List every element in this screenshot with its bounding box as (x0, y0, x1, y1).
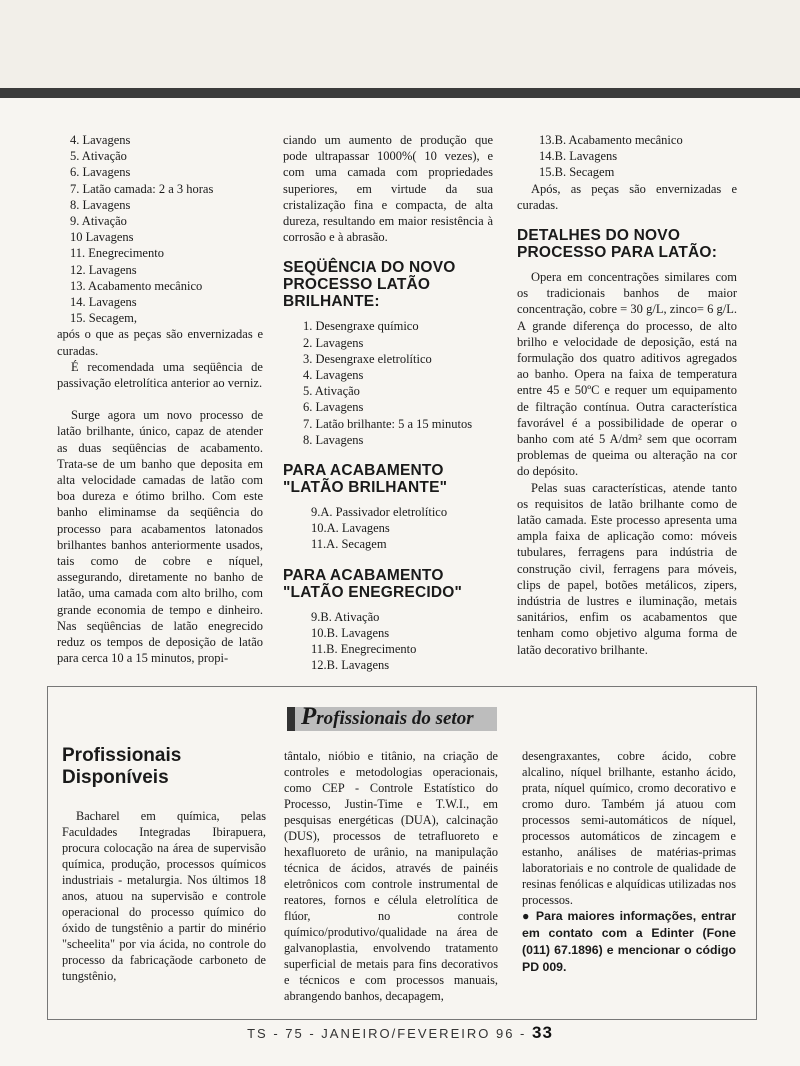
list-item: 13. Acabamento mecânico (70, 278, 203, 293)
list-item: 4. Lavagens (303, 368, 364, 383)
list-item: 1. Desengraxe químico (303, 319, 419, 334)
top-band (0, 0, 800, 88)
list-item: 9.A. Passivador eletrolítico (311, 505, 448, 520)
list-item: 11.B. Enegrecimento (311, 642, 417, 657)
list-item: 10.B. Lavagens (311, 625, 390, 640)
box-column-2 (284, 748, 498, 1004)
list-item: 5. Ativação (303, 384, 360, 399)
contact-note: ● Para maiores informações, entrar em contato com a Edinter (Fone (011) 67.1896) e mencionar o código PD 009. (522, 909, 736, 974)
section-heading: DETALHES DO NOVO PROCESSO PARA LATÃO: (517, 227, 718, 262)
list-item: 7. Latão camada: 2 a 3 horas (70, 181, 214, 196)
paragraph: ciando um aumento de produção que pode ultrapassar 1000%( 10 vezes), e com uma camada com propriedades superiores, em virtude da sua cristalização fina e compacta, de alta dureza, resultando em maior resistência à corrosão e à abrasão. (283, 133, 493, 245)
title-rest: rofissionais do setor (316, 708, 474, 729)
process-list-5 (517, 132, 737, 181)
list-item: 11.A. Secagem (311, 537, 387, 552)
paragraph: Bacharel em química, pelas Faculdades Integradas Ibirapuera, procura colocação na área de supervisão química, produção, processos químicos industriais - metalurgia. Nos últimos 18 anos, atuou na supervisão e controle operacional do processo químico do óxido de tungstênio a partir do minério "scheelita" por via ácida, no controle do processo da fabricaçãode carboneto de tungstênio, (62, 809, 266, 983)
box-column-3 (522, 748, 736, 976)
page-number: 33 (531, 1023, 553, 1042)
process-list-1 (57, 132, 263, 326)
page-footer (0, 1023, 800, 1043)
list-item: 13.B. Acabamento mecânico (539, 133, 683, 147)
footer-text: TS - 75 - JANEIRO/FEVEREIRO 96 - (247, 1026, 532, 1041)
process-list-2 (283, 318, 493, 448)
process-list-4 (283, 609, 493, 674)
paragraph: Pelas suas características, atende tanto os requisitos de latão brilhante como de latão camada. Este processo apresenta uma ampla faixa de aplicação como: móveis tubulares, ferragens para indústria de construção civil, ferragens para móveis, clips de papel, botões metálicos, zipers, indústria de lustres e iluminação, metais sanitários, enfim os acabamentos que tenham como objetivo alguma forma de latão decorativo brilhante. (517, 480, 737, 657)
section-heading: SEQÜÊNCIA DO NOVO PROCESSO LATÃO BRILHANTE: (283, 259, 456, 311)
list-item: 10 Lavagens (70, 230, 134, 245)
section-heading: PARA ACABAMENTO "LATÃO BRILHANTE" (283, 462, 448, 497)
list-item: 7. Latão brilhante: 5 a 15 minutos (303, 416, 473, 431)
list-item: 5. Ativação (70, 149, 127, 164)
paragraph: desengraxantes, cobre ácido, cobre alcalino, níquel brilhante, estanho ácido, prata, níquel químico, cromo decorativo e cromo duro. Também já atuou com processos semi-automáticos de níquel, processos automáticos de zincagem e estanho, análises de matérias-primas laboratoriais e no controle de qualidade de resinas fenólicas e alquídicas utilizadas nos processos. (522, 749, 736, 907)
list-item: 8. Lavagens (303, 432, 364, 447)
list-item: 6. Lavagens (303, 400, 364, 415)
box-title (287, 703, 497, 731)
process-list-3 (283, 504, 493, 553)
paragraph: tântalo, nióbio e titânio, na criação de controles e metodologias operacionais, como CEP - Controle Estatístico do Processo, Justin-Time e T.W.I., em pesquisas energéticas (DUA), calcinação (DUS), processos de tetrafluoreto e hexafluoreto de urânio, na manipulação técnica de ácidos, através de painéis eletrônicos com controle instrumental de reatores, fornos e célula eletrolítica de flúor, no controle químico/produtivo/qualidade na área de galvanoplastia, envolvendo tratamento superficial de metais para fins decorativos e técnicos e com processos manuais, abrangendo banhos, decapagem, (284, 749, 498, 1003)
title-bar-mark (287, 707, 295, 731)
list-item: 12.B. Lavagens (311, 658, 390, 673)
column-2 (283, 132, 493, 673)
paragraph: Após, as peças são envernizadas e curadas. (517, 181, 737, 212)
list-item: 15.B. Secagem (539, 165, 615, 180)
list-item: 14. Lavagens (70, 295, 137, 310)
title-initial: P (301, 703, 317, 730)
list-item: 6. Lavagens (70, 165, 131, 180)
box-heading: Profissionais Disponíveis (62, 745, 182, 788)
list-item: 12. Lavagens (70, 262, 137, 277)
paragraph: Surge agora um novo processo de latão brilhante, único, capaz de atender as duas seqüências de acabamento. Trata-se de um banho que deposita em alta velocidade camadas de latão com boa dureza e ótimo brilho. Com este banho eliminamse da seqüência do processo para acabamentos latonados brilhantes banhos anteriormente usados, tais como de cobre e níquel, assegurando, diretamente no banho de latão, uma camada com alto brilho, com grande economia de tempo e dinheiro. Nas seqüências de latão enegrecido reduz os tempos de deposição de latão para cerca 10 a 15 minutos, propi- (57, 408, 263, 666)
list-item: 14.B. Lavagens (539, 149, 618, 164)
list-item: 4. Lavagens (70, 133, 131, 147)
list-item: 9. Ativação (70, 214, 127, 229)
paragraph: Opera em concentrações similares com os tradicionais banhos de maior concentração, cobre = 30 g/L, zinco= 6 g/L. A grande diferença do processo, de alto brilho e velocidade de deposição, está na formulação dos quatro aditivos agregados ao banho. Opera na faixa de temperatura entre 45 e 50ºC e requer um equipamento de filtração contínua. Outra característica favorável é a possibilidade de operar o banho com até 5 A/dm² sem que ocorram problemas de queima ou alteração na cor do depósito. (517, 270, 737, 479)
list-item: 10.A. Lavagens (311, 521, 390, 536)
column-1 (57, 132, 263, 667)
list-item: 9.B. Ativação (311, 609, 380, 624)
list-item: 15. Secagem, (70, 311, 137, 326)
top-rule (0, 88, 800, 98)
list-item: 2. Lavagens (303, 335, 364, 350)
paragraph: É recomendada uma seqüência de passivação eletrolítica anterior ao verniz. (57, 359, 263, 391)
column-3 (517, 132, 737, 658)
box-column-1 (62, 808, 266, 984)
list-item: 11. Enegrecimento (70, 246, 164, 261)
paragraph: após o que as peças são envernizadas e curadas. (57, 327, 263, 358)
list-item: 8. Lavagens (70, 197, 131, 212)
section-heading: PARA ACABAMENTO "LATÃO ENEGRECIDO" (283, 566, 463, 601)
list-item: 3. Desengraxe eletrolítico (303, 351, 432, 366)
